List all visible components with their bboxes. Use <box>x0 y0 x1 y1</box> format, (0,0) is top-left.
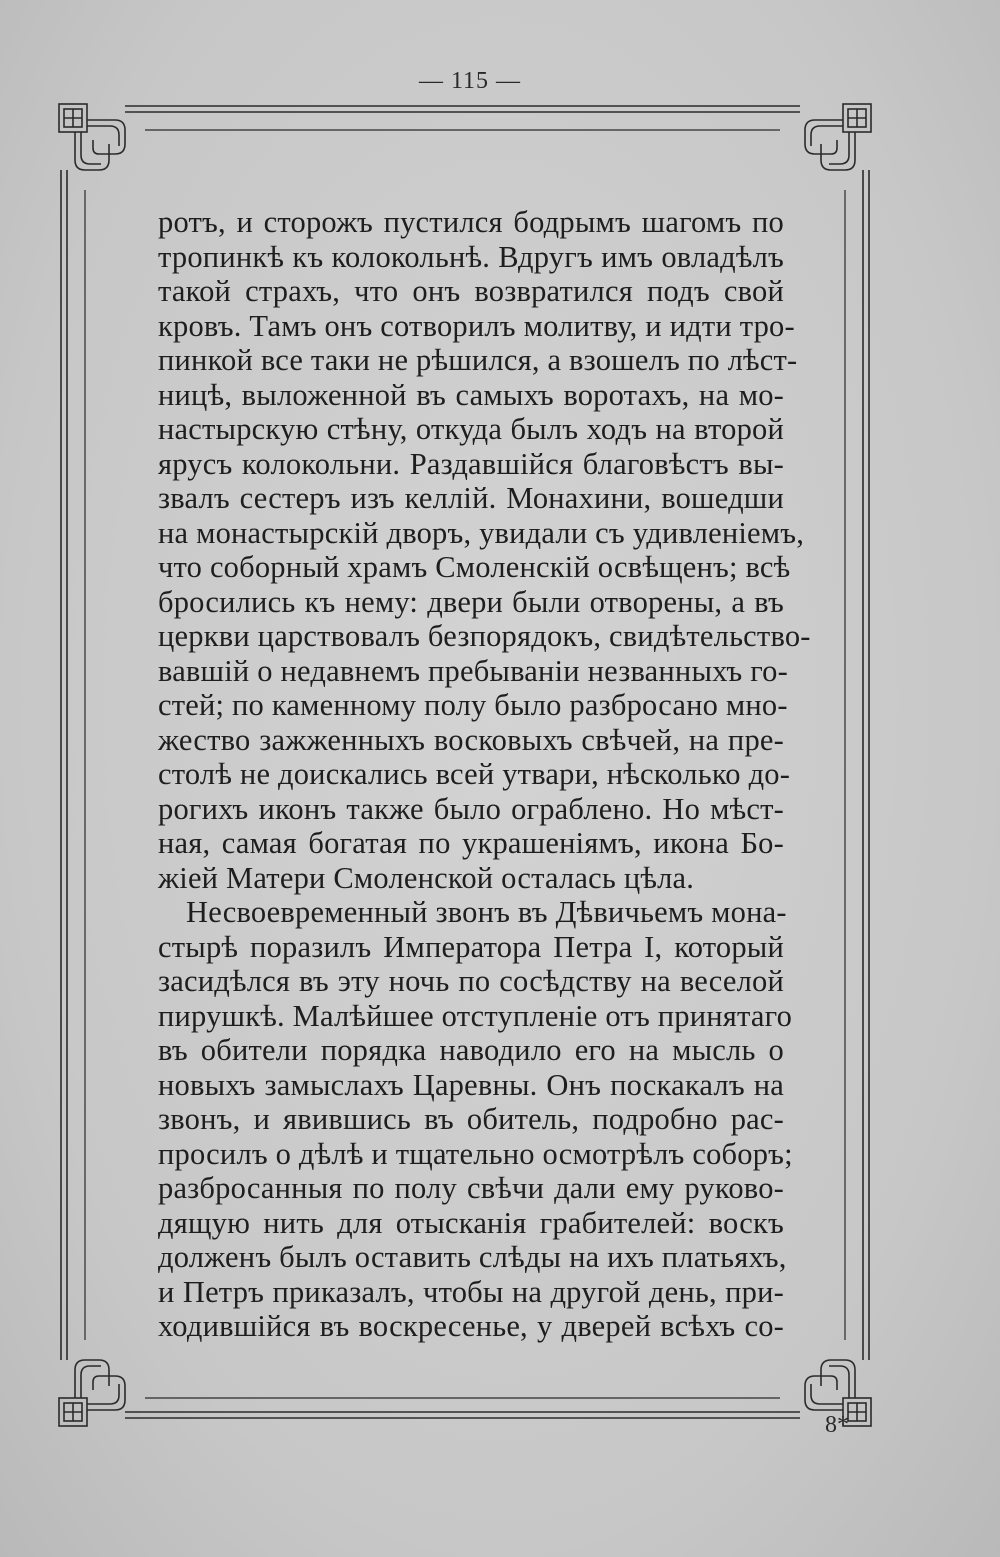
text-line: ярусъ колокольни. Раздавшійся благовѣстъ вы- <box>158 446 784 481</box>
text-line: кровъ. Тамъ онъ сотворилъ молитву, и идти тро- <box>158 308 795 343</box>
text-line: столѣ не доискались всей утвари, нѣсколько до- <box>158 757 791 791</box>
text-line: звонъ, и явившись въ обитель, подробно рас- <box>158 1102 784 1136</box>
text-line: настырскую стѣну, откуда былъ ходъ на второй <box>158 412 784 446</box>
text-line: такой страхъ, что онъ возвратился подъ свой <box>158 274 784 308</box>
text-line: ротъ, и сторожъ пустился бодрымъ шагомъ по <box>158 205 784 239</box>
body-text <box>158 205 811 1344</box>
text-line: бросились къ нему: двери были отворены, а въ <box>158 584 784 619</box>
text-line: новыхъ замыслахъ Царевны. Онъ поскакалъ на <box>158 1067 784 1102</box>
text-line: Несвоевременный звонъ въ Дѣвичьемъ мона- <box>186 895 787 929</box>
text-line: засидѣлся въ эту ночь по сосѣдству на веселой <box>158 964 784 998</box>
text-line: въ обители порядка наводило его на мысль о <box>158 1033 784 1067</box>
signature-mark: 8* <box>825 1412 849 1438</box>
text-line: пинкой все таки не рѣшился, а взошелъ по лѣст- <box>158 343 798 377</box>
corner-ornament-top-left <box>59 104 125 170</box>
text-line: вавшій о недавнемъ пребываніи незванныхъ го- <box>158 653 788 688</box>
text-line: стырѣ поразилъ Императора Петра I, который <box>158 929 784 964</box>
text-line: разбросанныя по полу свѣчи дали ему руково- <box>158 1171 784 1205</box>
text-line: дящую нить для отысканія грабителей: воскъ <box>158 1205 784 1240</box>
text-line: на монастырскій дворъ, увидали съ удивленіемъ, <box>158 515 805 550</box>
text-line: ходившійся въ воскресенье, у дверей всѣхъ со- <box>158 1309 784 1343</box>
text-line: пирушкѣ. Малѣйшее отступленіе отъ принятаго <box>158 998 793 1033</box>
text-line: что соборный храмъ Смоленскій освѣщенъ; всѣ <box>158 550 791 584</box>
corner-ornament-top-right <box>805 104 871 170</box>
page-number: — 115 — <box>418 68 522 94</box>
text-line: ницѣ, выложенной въ самыхъ воротахъ, на мо- <box>158 377 784 412</box>
text-line: ная, самая богатая по украшеніямъ, икона Бо- <box>158 826 784 860</box>
text-line: звалъ сестеръ изъ келлій. Монахини, вошедши <box>158 481 784 515</box>
text-line: жество зажженныхъ восковыхъ свѣчей, на пре- <box>158 722 784 757</box>
text-line: долженъ былъ оставить слѣды на ихъ платьяхъ, <box>158 1240 787 1274</box>
text-line: тропинкѣ къ колокольнѣ. Вдругъ имъ овладѣлъ <box>158 239 784 274</box>
text-line: стей; по каменному полу было разбросано мно- <box>158 688 788 722</box>
corner-ornament-bottom-left <box>59 1360 125 1426</box>
text-line: жіей Матери Смоленской осталась цѣла. <box>158 860 695 895</box>
text-line: рогихъ иконъ также было ограблено. Но мѣст- <box>158 791 784 826</box>
text-line: просилъ о дѣлѣ и тщательно осмотрѣлъ соборъ; <box>158 1136 793 1171</box>
text-line: церкви царствовалъ безпорядокъ, свидѣтельство- <box>158 619 811 653</box>
text-line: и Петръ приказалъ, чтобы на другой день, при- <box>158 1274 784 1309</box>
